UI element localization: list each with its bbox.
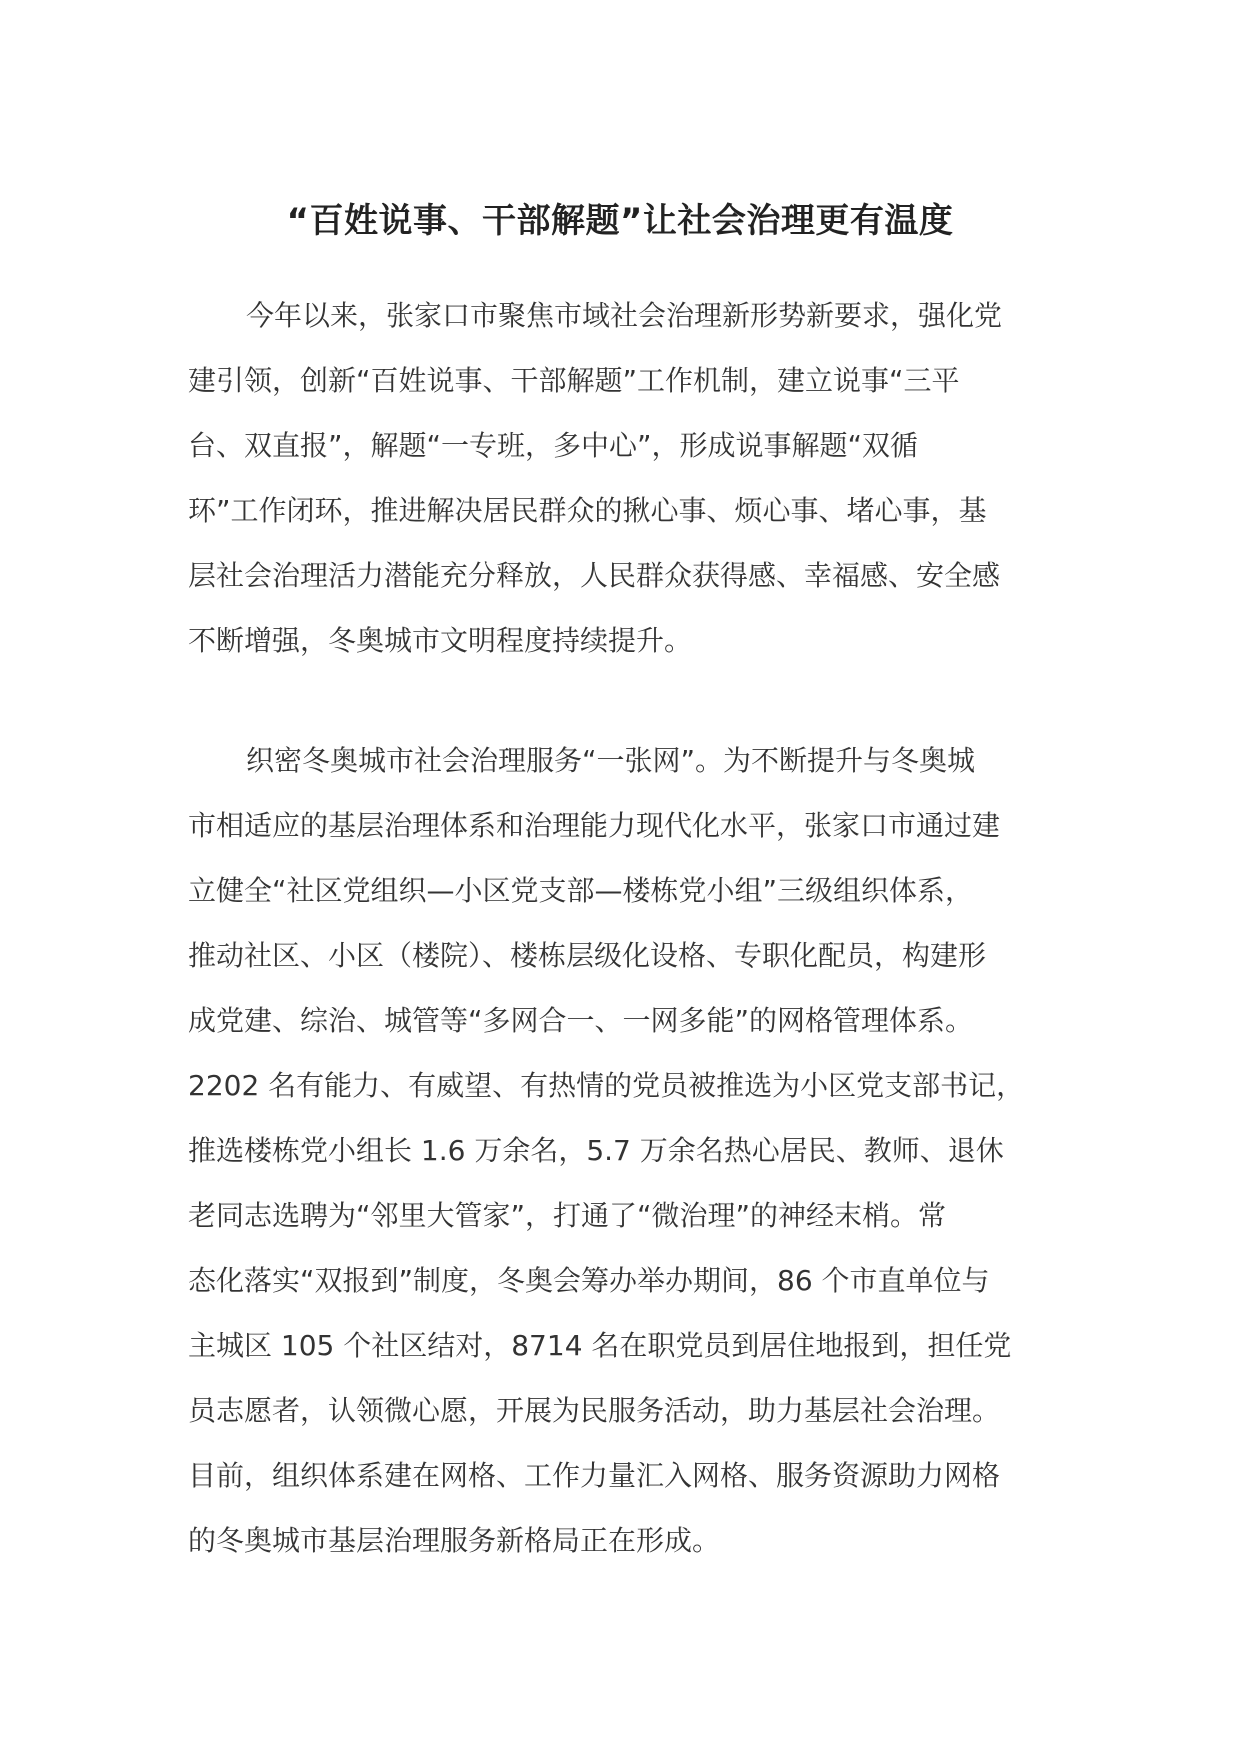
paragraph-line: 织密冬奥城市社会治理服务“一张网”。为不断提升与冬奥城 [246,744,976,777]
paragraph-1 [188,283,1050,673]
paragraph-line: 推选楼栋党小组长 1.6 万余名，5.7 万余名热心居民、教师、退休 [188,1134,1004,1167]
paragraph-line: 环”工作闭环，推进解决居民群众的揪心事、烦心事、堵心事，基 [188,494,987,527]
paragraph-line: 不断增强，冬奥城市文明程度持续提升。 [188,624,693,657]
paragraph-line: 立健全“社区党组织—小区党支部—楼栋党小组”三级组织体系， [188,874,974,907]
paragraph-line: 主城区 105 个社区结对，8714 名在职党员到居住地报到，担任党 [188,1329,1012,1362]
paragraph-line: 推动社区、小区（楼院）、楼栋层级化设格、专职化配员，构建形 [188,939,987,972]
paragraph-line: 态化落实“双报到”制度，冬奥会筹办举办期间，86 个市直单位与 [188,1264,990,1297]
paragraph-line: 市相适应的基层治理体系和治理能力现代化水平，张家口市通过建 [188,809,1001,842]
paragraph-line: 的冬奥城市基层治理服务新格局正在形成。 [188,1524,721,1557]
document-title: “百姓说事、干部解题”让社会治理更有温度 [286,200,954,241]
paragraph-line: 2202 名有能力、有威望、有热情的党员被推选为小区党支部书记， [188,1069,1025,1102]
paragraph-line: 员志愿者，认领微心愿，开展为民服务活动，助力基层社会治理。 [188,1394,1001,1427]
paragraph-line: 老同志选聘为“邻里大管家”，打通了“微治理”的神经末梢。常 [188,1199,947,1232]
paragraph-line: 目前，组织体系建在网格、工作力量汇入网格、服务资源助力网格 [188,1459,1001,1492]
paragraph-line: 层社会治理活力潜能充分释放，人民群众获得感、幸福感、安全感 [188,559,1001,592]
paragraph-line: 今年以来，张家口市聚焦市域社会治理新形势新要求，强化党 [246,299,1003,332]
paragraph-line: 成党建、综治、城管等“多网合一、一网多能”的网格管理体系。 [188,1004,974,1037]
paragraph-2 [188,728,1050,1573]
paragraph-line: 台、双直报”，解题“一专班，多中心”，形成说事解题“双循 [188,429,919,462]
paragraph-line: 建引领，创新“百姓说事、干部解题”工作机制，建立说事“三平 [188,364,960,397]
